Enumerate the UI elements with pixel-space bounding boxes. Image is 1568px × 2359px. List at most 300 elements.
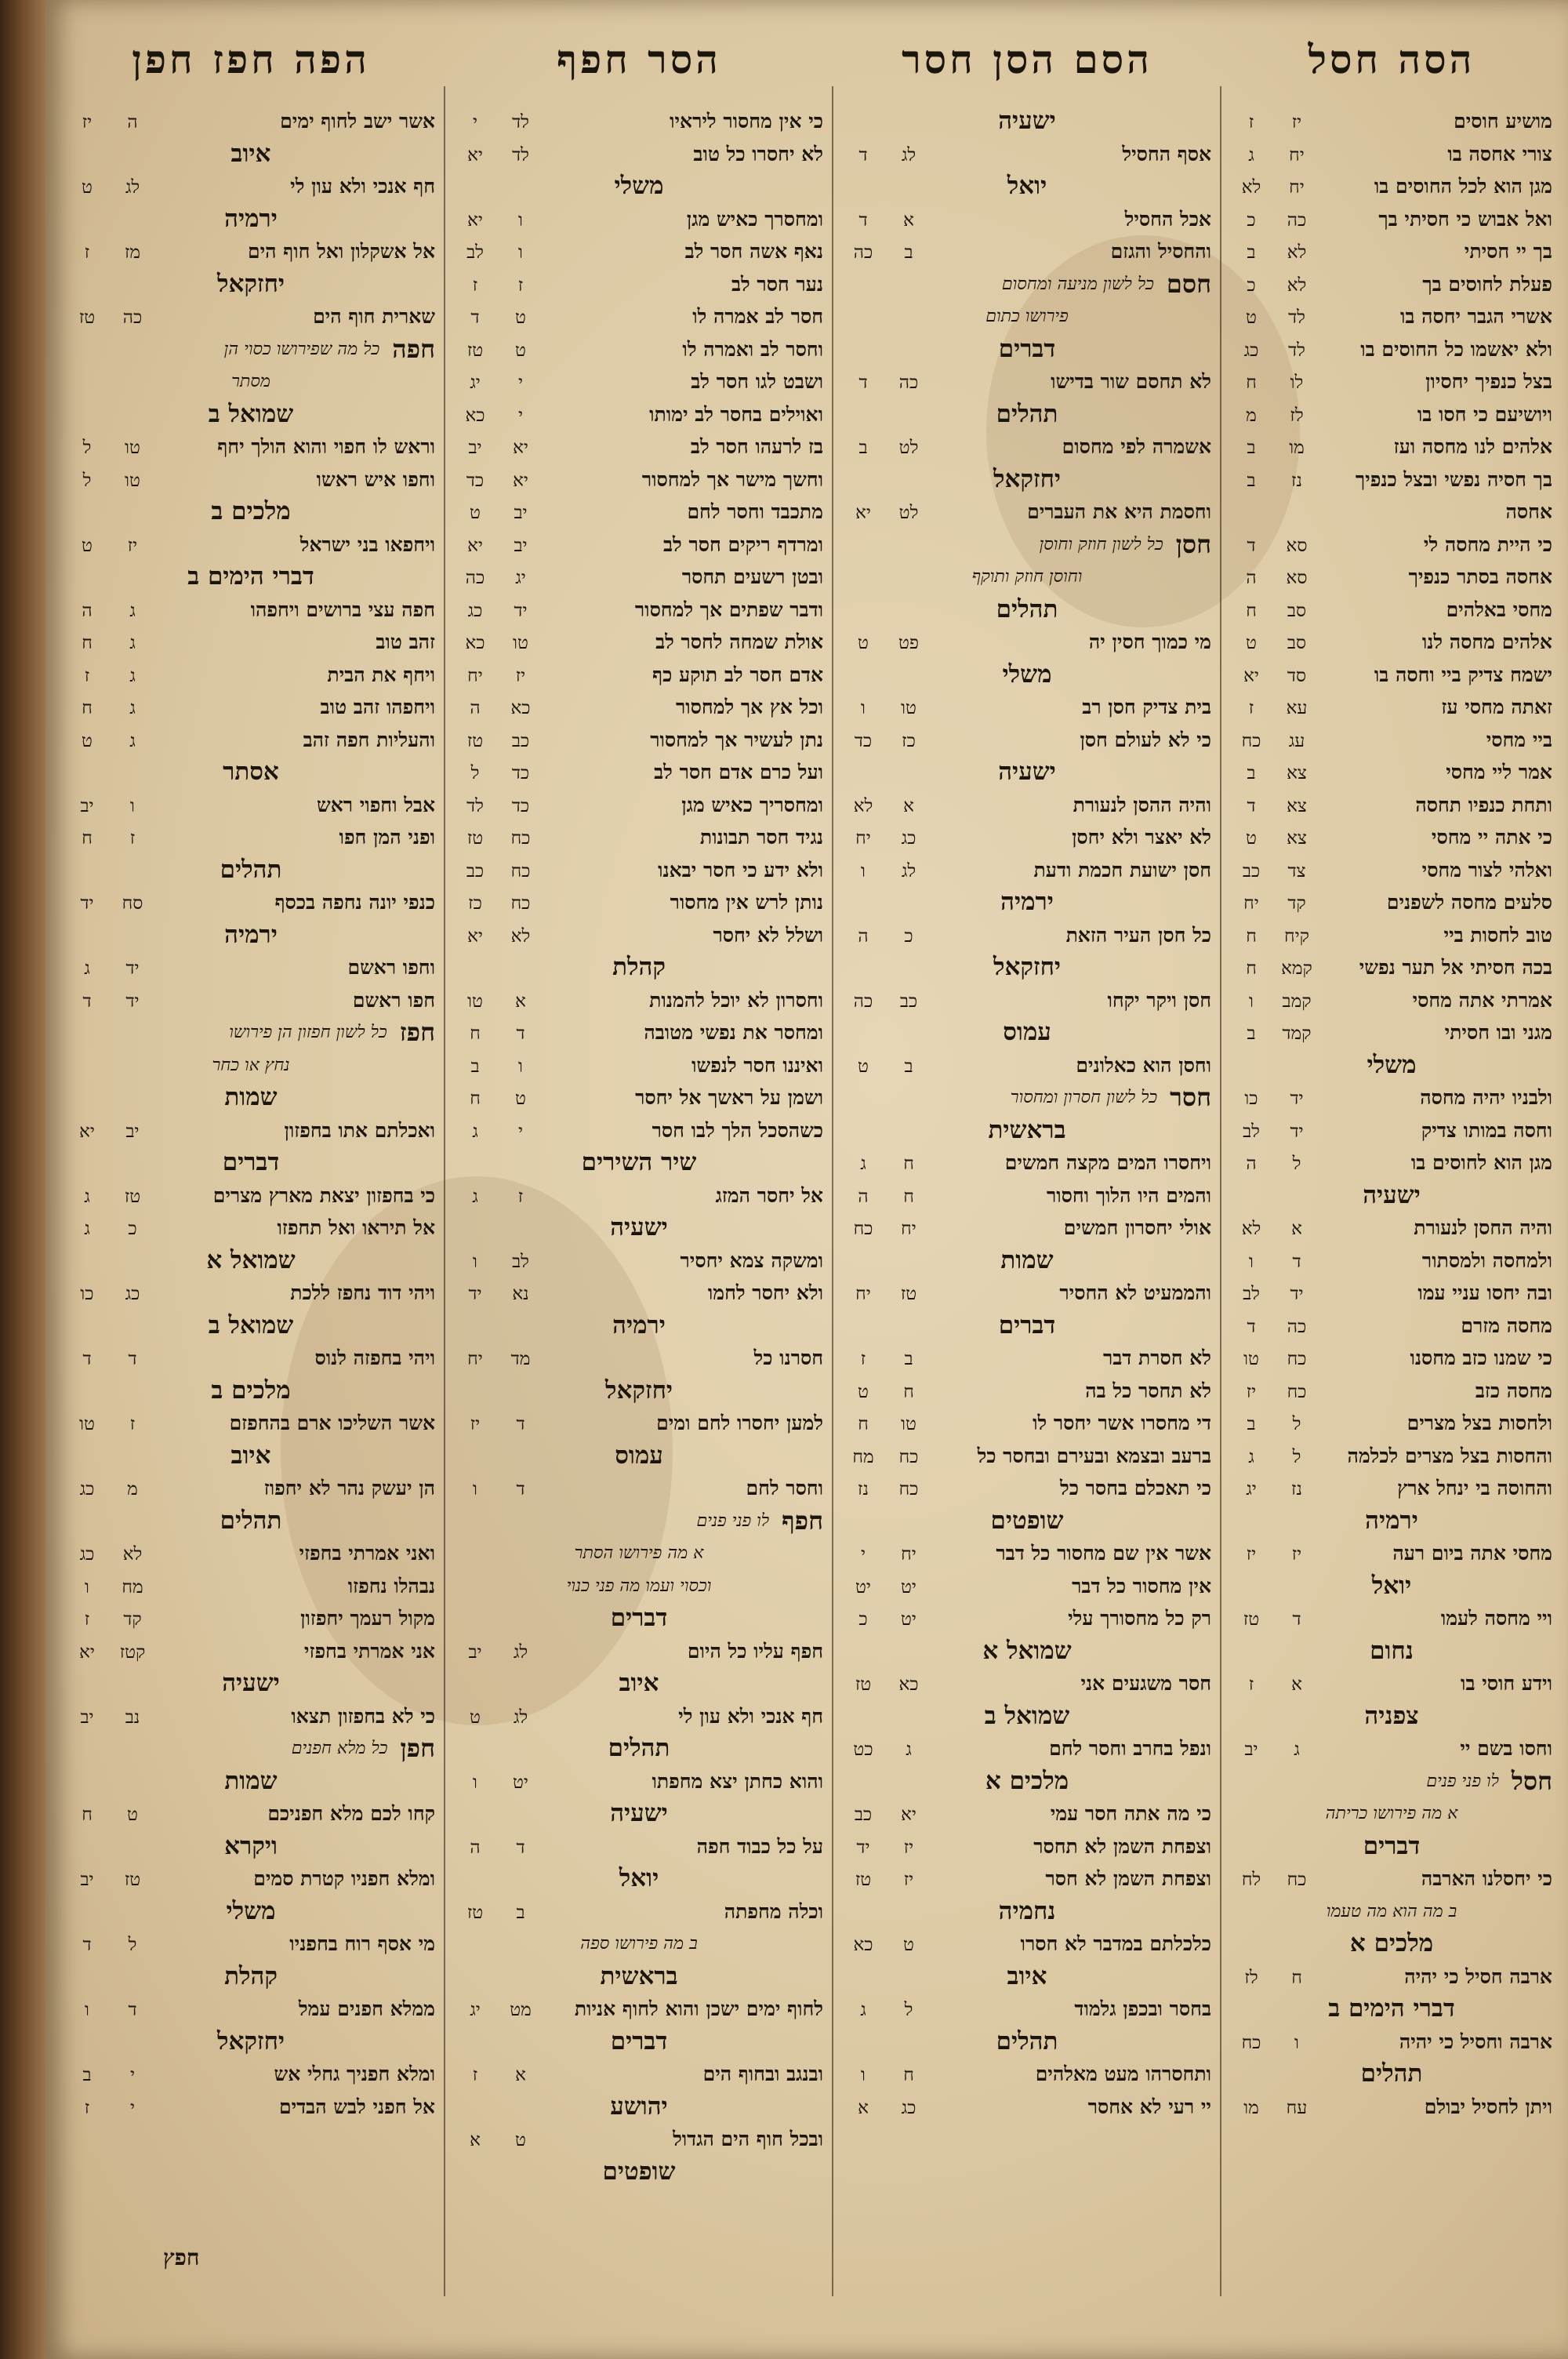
book-heading: בראשית: [600, 1961, 678, 1990]
verse-text: ברעב ובצמא ובעירם ובחסר כל: [977, 1444, 1211, 1467]
verse-entry: [455, 1472, 823, 1505]
verse-number: ד: [858, 209, 868, 231]
chapter-number: ז: [129, 1414, 136, 1434]
chapter-number: ב: [904, 1349, 913, 1369]
verse-number: ב: [1247, 763, 1256, 783]
chapter-number: ד: [516, 1837, 525, 1858]
chapter-number: נז: [1291, 1479, 1302, 1499]
verse-text: וצפחת השמן לא חסר: [1045, 1867, 1211, 1890]
verse-text: ויתן לחסיל יבולם: [1424, 2095, 1552, 2118]
verse-text: אשר ישב לחוף ימים: [280, 110, 435, 133]
chapter-number: יד: [514, 600, 528, 621]
book-heading: תהלים: [1360, 2059, 1423, 2088]
verse-entry: [843, 1928, 1211, 1961]
verse-number: כג: [467, 600, 483, 621]
verse-text: כי אתה יי מחסי: [1431, 826, 1552, 849]
verse-text: ובטן רשעים תחסר: [681, 565, 823, 588]
verse-number: ט: [858, 1381, 869, 1402]
root-word: חפף: [782, 1505, 823, 1536]
chapter-number: יז: [903, 1837, 914, 1858]
book-heading: משלי: [1367, 1050, 1417, 1079]
verse-entry: [67, 1570, 435, 1603]
verse-text: חסר לב אמרה לו: [692, 305, 823, 328]
chapter-number: י: [517, 405, 524, 426]
chapter-number: כה: [1287, 209, 1307, 231]
chapter-number: מט: [510, 2000, 532, 2020]
verse-text: אשמרה לפי מחסום: [1062, 435, 1211, 458]
verse-entry: [455, 1180, 823, 1212]
book-heading: יחזקאל: [216, 2026, 285, 2055]
verse-number: טז: [466, 1902, 484, 1923]
verse-number: ה: [470, 698, 481, 718]
verse-text: אל תיראו ואל תחפזו: [277, 1216, 435, 1239]
verse-number: יא: [79, 1121, 95, 1142]
verse-entry: [1231, 1277, 1552, 1310]
verse-text: אלהים מחסה לנו: [1421, 631, 1552, 653]
verse-number: ז: [472, 2065, 478, 2085]
verse-number: ט: [470, 1707, 481, 1728]
book-heading: שמואל א: [206, 1245, 296, 1274]
verse-text: בחסר ובכפן גלמוד: [1074, 1997, 1211, 2020]
chapter-number: כג: [901, 2097, 916, 2118]
verse-text: ובה יחסו עניי עמו: [1417, 1281, 1552, 1304]
verse-text: מקול רעמך יחפזון: [300, 1607, 435, 1630]
verse-number: ח: [82, 698, 93, 718]
chapter-number: כא: [510, 698, 531, 718]
chapter-number: טו: [125, 470, 140, 491]
verse-number: יז: [470, 1414, 481, 1434]
book-heading: עמוס: [615, 1441, 663, 1470]
chapter-number: ו: [518, 209, 523, 231]
verse-entry: [455, 2058, 823, 2091]
verse-text: ומלא חפניך גחלי אש: [274, 2063, 435, 2085]
verse-entry: [455, 529, 823, 562]
chapter-number: ו: [130, 795, 135, 816]
verse-entry: [843, 1993, 1211, 2026]
verse-entry: [67, 431, 435, 463]
verse-number: ט: [82, 535, 93, 556]
chapter-number: מד: [510, 1349, 531, 1369]
verse-number: ב: [1247, 438, 1256, 458]
verse-text: מתכבד וחסר לחם: [687, 500, 823, 523]
chapter-number: לב: [512, 1251, 529, 1272]
verse-text: בכה חסיתי אל תער נפשי: [1359, 956, 1552, 979]
chapter-number: ח: [903, 1154, 914, 1174]
verse-text: בך חסיה נפשי ובצל כנפיך: [1355, 467, 1552, 491]
verse-entry: [1231, 626, 1552, 659]
book-heading: תהלים: [996, 2026, 1058, 2055]
verse-number: כח: [1241, 2032, 1261, 2053]
verse-text: שארית חוף הים: [313, 305, 435, 328]
verse-number: א: [470, 2130, 481, 2150]
verse-number: ג: [860, 1154, 866, 1174]
verse-entry: [455, 203, 823, 236]
chapter-number: יז: [515, 665, 526, 686]
chapter-number: סא: [1286, 568, 1308, 588]
verse-text: חפף עליו כל היום: [687, 1639, 823, 1663]
verse-entry: [67, 1180, 435, 1212]
verse-entry: [455, 594, 823, 627]
chapter-number: לג: [901, 144, 916, 165]
verse-entry: [67, 659, 435, 692]
verse-text: והיה ההסן לנעורת: [1073, 793, 1211, 816]
verse-text: אשר השליכו ארם בהחפזם: [229, 1412, 435, 1434]
chapter-number: לג: [513, 1707, 528, 1728]
chapter-number: ד: [516, 1414, 525, 1434]
verse-number: טז: [855, 1674, 872, 1695]
verse-entry: [843, 626, 1211, 659]
verse-entry: [843, 1472, 1211, 1505]
verse-entry: [843, 203, 1211, 236]
chapter-number: יט: [901, 1609, 916, 1630]
book-heading: ישעיה: [610, 1799, 668, 1827]
chapter-number: סב: [1287, 633, 1307, 653]
verse-text: ולא ידע כי חסר יבאנו: [658, 858, 823, 881]
concordance-column-3: [455, 35, 823, 2312]
verse-text: חסן ישועת חכמת ודעת: [1033, 858, 1211, 881]
verse-text: נתן לעשיר אך למחסור: [650, 728, 823, 751]
verse-number: יח: [855, 1284, 871, 1304]
chapter-number: כב: [511, 730, 530, 751]
chapter-number: מז: [124, 242, 141, 263]
book-heading: ירמיה: [224, 204, 278, 233]
verse-entry: [455, 1016, 823, 1049]
verse-number: ז: [1248, 698, 1254, 718]
verse-entry: [1231, 886, 1552, 919]
book-heading: יואל: [1371, 1571, 1412, 1600]
verse-text: כי יחסלנו הארבה: [1421, 1867, 1552, 1890]
chapter-number: יב: [514, 503, 528, 523]
chapter-number: יא: [513, 470, 528, 491]
verse-text: ומשקה צמא יחסיר: [680, 1249, 823, 1272]
verse-number: ו: [473, 1772, 477, 1793]
chapter-number: כח: [898, 1446, 919, 1467]
root-entry: [67, 333, 435, 366]
verse-text: אולת שמחה לחסר לב: [655, 631, 823, 653]
verse-number: ג: [1248, 1446, 1254, 1467]
verse-entry: [843, 854, 1211, 887]
book-heading: ירמיה: [224, 920, 278, 949]
verse-entry: [67, 626, 435, 659]
column-header: הסה חסל: [1308, 36, 1475, 82]
book-heading: משלי: [1002, 660, 1052, 689]
chapter-number: ל: [1292, 1154, 1301, 1174]
chapter-number: כח: [898, 1479, 919, 1499]
book-heading: דברים: [998, 334, 1056, 363]
verse-text: וחפו ראשם: [347, 956, 435, 979]
verse-entry: [843, 1732, 1211, 1765]
verse-number: מח: [852, 1446, 874, 1467]
verse-number: ד: [858, 144, 868, 165]
verse-entry: [843, 1049, 1211, 1082]
column-header: הסר חפף: [557, 36, 721, 82]
chapter-number: כג: [125, 1284, 140, 1304]
verse-number: יב: [468, 1641, 482, 1663]
verse-number: ו: [1249, 990, 1254, 1012]
verse-number: יד: [468, 1284, 482, 1304]
book-heading: איוב: [1007, 1961, 1047, 1990]
verse-text: ויחף את הבית: [327, 663, 435, 686]
verse-entry: [1231, 529, 1552, 562]
verse-entry: [1231, 951, 1552, 984]
verse-entry: [455, 333, 823, 366]
verse-number: ה: [82, 600, 93, 621]
chapter-number: א: [903, 209, 914, 231]
verse-number: כא: [465, 633, 485, 653]
verse-number: ו: [473, 1251, 477, 1272]
book-heading: דברי הימים ב: [1328, 1994, 1455, 2023]
verse-text: ושבט לגו חסר לב: [691, 370, 823, 393]
verse-entry: [1231, 365, 1552, 398]
book-heading: תהלים: [996, 399, 1058, 428]
verse-text: ויחסרו המים מקצה חמשים: [1004, 1151, 1211, 1174]
verse-number: ג: [860, 2000, 866, 2020]
definition-note: וחוסן חוזק ותוקף: [971, 567, 1083, 587]
verse-number: יג: [1246, 1479, 1257, 1499]
verse-entry: [1231, 561, 1552, 594]
definition-note: וכסוי ועמו מה פני כנוי: [566, 1576, 712, 1596]
chapter-number: ט: [515, 307, 526, 328]
verse-number: ו: [1249, 1251, 1254, 1272]
verse-text: די מחסרו אשר יחסר לו: [1033, 1412, 1211, 1434]
verse-entry: [67, 1277, 435, 1310]
verse-text: אשר אין שם מחסור כל דבר: [996, 1542, 1211, 1565]
chapter-number: יד: [1290, 1284, 1304, 1304]
chapter-number: לג: [513, 1641, 528, 1663]
column-rule: [832, 86, 833, 2296]
chapter-number: יא: [901, 1805, 916, 1825]
chapter-number: יח: [1289, 177, 1305, 198]
chapter-number: יז: [1291, 112, 1302, 133]
verse-entry: [1231, 463, 1552, 496]
verse-text: ויהי דוד נחפז ללכת: [290, 1281, 435, 1304]
verse-entry: [67, 1537, 435, 1570]
verse-entry: [455, 1896, 823, 1928]
verse-text: זאתה מחסי עז: [1441, 696, 1552, 718]
chapter-number: ל: [1292, 1446, 1301, 1467]
verse-number: ל: [82, 470, 92, 491]
book-heading: קהלת: [224, 1961, 278, 1990]
verse-text: סלעים מחסה לשפנים: [1386, 891, 1552, 914]
verse-number: כג: [1243, 340, 1259, 361]
verse-number: יז: [82, 112, 93, 133]
chapter-number: ד: [516, 1479, 525, 1499]
verse-number: טז: [466, 730, 484, 751]
verse-entry: [67, 1114, 435, 1147]
chapter-number: סד: [1287, 665, 1307, 686]
verse-text: בצל כנפיך יחסיון: [1425, 370, 1552, 393]
concordance-column-1: [1231, 35, 1552, 2312]
verse-text: הן יעשק נהר לא יחפוז: [263, 1477, 435, 1499]
verse-number: יג: [470, 373, 481, 393]
verse-entry: [455, 626, 823, 659]
verse-entry: [455, 105, 823, 138]
verse-number: יב: [468, 438, 482, 458]
verse-entry: [455, 854, 823, 887]
verse-number: י: [472, 112, 478, 133]
book-heading: שמות: [224, 1083, 278, 1111]
verse-entry: [67, 235, 435, 268]
verse-entry: [1231, 659, 1552, 692]
verse-text: חסר משגעים אני: [1080, 1672, 1211, 1695]
root-entry: [843, 529, 1211, 562]
verse-entry: [1231, 1212, 1552, 1245]
chapter-number: ל: [128, 1935, 137, 1955]
verse-number: ג: [472, 1121, 478, 1142]
chapter-number: קטז: [119, 1641, 146, 1663]
book-heading: נחום: [1370, 1636, 1414, 1665]
chapter-number: ה: [127, 112, 138, 133]
verse-entry: [455, 398, 823, 431]
verse-entry: [455, 1342, 823, 1375]
book-heading: ישעיה: [998, 107, 1056, 135]
book-heading: דברים: [610, 1604, 668, 1632]
verse-number: ז: [1248, 112, 1254, 133]
chapter-number: ו: [1294, 2032, 1299, 2053]
verse-number: כב: [466, 860, 485, 881]
verse-number: ט: [858, 1056, 869, 1077]
root-word: חסל: [1511, 1765, 1552, 1796]
verse-text: על כל כבוד חפה: [696, 1834, 823, 1858]
verse-entry: [455, 1407, 823, 1440]
verse-entry: [1231, 1114, 1552, 1147]
book-heading: יואל: [619, 1864, 659, 1892]
verse-text: צורי אחסה בו: [1447, 142, 1552, 165]
root-entry: [455, 1505, 823, 1538]
chapter-number: לג: [125, 177, 140, 198]
verse-entry: [455, 984, 823, 1017]
book-heading: מלכים א: [1349, 1929, 1434, 1957]
verse-entry: [1231, 1732, 1552, 1765]
verse-entry: [843, 1212, 1211, 1245]
chapter-number: יז: [127, 535, 138, 556]
verse-text: ולא יחסר לחמו: [707, 1281, 823, 1304]
verse-text: והמים היו הלוך וחסור: [1046, 1183, 1211, 1207]
verse-entry: [1231, 756, 1552, 789]
chapter-number: צד: [1287, 860, 1306, 881]
chapter-number: עג: [1288, 730, 1305, 751]
book-heading: דברים: [998, 1310, 1056, 1339]
book-heading: שיר השירים: [581, 1148, 697, 1176]
verse-number: ב: [1247, 1023, 1256, 1044]
verse-text: כלכלתם במדבר לא חסרו: [1020, 1932, 1211, 1955]
verse-number: ז: [472, 274, 478, 296]
verse-number: ז: [84, 665, 90, 686]
verse-number: כד: [854, 730, 873, 751]
verse-text: וראש לו חפוי והוא הולך יחף: [217, 435, 435, 458]
verse-entry: [1231, 203, 1552, 236]
verse-number: כא: [853, 1935, 873, 1955]
chapter-number: קמא: [1281, 958, 1312, 979]
verse-number: יח: [1243, 893, 1259, 914]
verse-number: טו: [1243, 1349, 1259, 1369]
verse-number: ז: [1248, 1674, 1254, 1695]
verse-text: ושמן על ראשך אל יחסר: [635, 1086, 823, 1109]
verse-number: ט: [1246, 307, 1257, 328]
verse-text: אדם חסר לב תוקע כף: [652, 663, 823, 686]
verse-entry: [455, 365, 823, 398]
verse-text: מחסי באלהים: [1446, 598, 1552, 621]
chapter-number: לט: [898, 438, 919, 458]
verse-entry: [1231, 333, 1552, 366]
verse-number: לח: [1241, 1870, 1261, 1890]
verse-text: נותן לרש אין מחסור: [670, 891, 823, 914]
chapter-number: ד: [1292, 1251, 1301, 1272]
verse-entry: [843, 365, 1211, 398]
chapter-number: א: [515, 2065, 526, 2085]
verse-number: יא: [467, 209, 483, 231]
verse-text: לא תחסם שור בדישו: [1051, 370, 1211, 393]
definition-note: מסתר: [231, 372, 270, 391]
verse-number: ג: [84, 1186, 90, 1207]
chapter-number: צא: [1287, 795, 1307, 816]
verse-number: כב: [1242, 860, 1261, 881]
verse-text: והיה החסן לנעורת: [1414, 1216, 1552, 1239]
verse-text: וחסר לחם: [746, 1477, 823, 1499]
verse-number: ב: [1247, 470, 1256, 491]
verse-number: ה: [1246, 1154, 1257, 1174]
verse-number: ד: [82, 1349, 92, 1369]
verse-entry: [1231, 431, 1552, 463]
verse-entry: [843, 1180, 1211, 1212]
root-word: חסן: [1175, 529, 1211, 559]
book-heading: יחזקאל: [216, 269, 285, 298]
verse-number: יב: [80, 1870, 94, 1890]
chapter-number: כד: [511, 795, 530, 816]
book-heading: תהלים: [996, 594, 1058, 623]
chapter-number: ח: [1291, 1967, 1302, 1988]
verse-number: ד: [858, 373, 868, 393]
verse-text: ומחסריך כאיש מגן: [681, 793, 823, 816]
verse-number: יט: [855, 1576, 871, 1598]
verse-entry: [67, 1863, 435, 1896]
catchword: חפץ: [163, 2245, 200, 2270]
book-heading: ירמיה: [1000, 888, 1054, 916]
book-heading: ישעיה: [610, 1213, 668, 1241]
verse-text: אמרתי אתה מחסי: [1412, 988, 1552, 1012]
chapter-number: טו: [901, 1414, 916, 1434]
verse-text: מחסי אתה ביום רעה: [1392, 1542, 1552, 1565]
chapter-number: יח: [901, 1544, 916, 1565]
verse-text: אולי יחסרון חמשים: [1063, 1216, 1211, 1239]
verse-entry: [843, 1830, 1211, 1863]
verse-entry: [67, 1928, 435, 1961]
verse-entry: [1231, 1147, 1552, 1180]
verse-text: מחסה כזב: [1475, 1379, 1552, 1402]
verse-entry: [843, 724, 1211, 757]
chapter-number: לא: [510, 925, 531, 947]
verse-entry: [1231, 1081, 1552, 1114]
verse-text: אחסה: [1505, 500, 1552, 523]
verse-entry: [1231, 984, 1552, 1017]
verse-entry: [455, 1114, 823, 1147]
book-heading: שמואל ב: [984, 1701, 1070, 1730]
verse-text: כל חסן העיר הזאת: [1065, 923, 1211, 947]
verse-entry: [1231, 105, 1552, 138]
verse-text: יי רעי לא אחסר: [1087, 2095, 1211, 2118]
verse-number: ד: [470, 307, 480, 328]
book-heading: ישעיה: [1363, 1180, 1421, 1209]
verse-number: ו: [861, 698, 866, 718]
verse-text: אל יחסר המזג: [715, 1183, 823, 1207]
verse-entry: [455, 789, 823, 822]
book-heading: יחזקאל: [993, 953, 1062, 981]
chapter-number: ד: [128, 2000, 137, 2020]
verse-text: כי לא בחפזון תצאו: [291, 1704, 435, 1728]
verse-number: כה: [853, 242, 873, 263]
verse-entry: [67, 1212, 435, 1245]
verse-number: ה: [858, 925, 869, 947]
